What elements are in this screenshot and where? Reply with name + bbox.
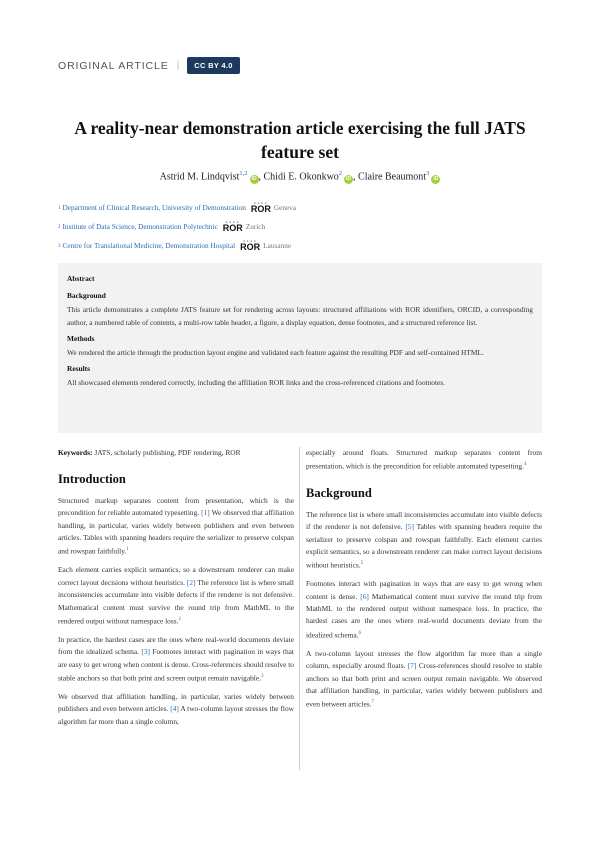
header-separator: |: [176, 60, 180, 71]
paragraph: especially around floats. Structured markup separates content from presentation, which is the precondition for reliable automated typesetting.$^4$: [306, 448, 542, 471]
orcid-icon[interactable]: iD: [346, 176, 352, 183]
article-title: A reality-near demonstration article exercising the full JATS feature set: [74, 118, 526, 162]
affiliation-link[interactable]: Centre for Translational Medicine, Demonstration Hospital: [62, 241, 236, 250]
paragraph: The reference list is where small inconsistencies accumulate into visible defects if the renderer is not defensive. [5] Tables with spanning headers require the serializer to preserve colspan and rowspan faithfully. Each element carries explicit semantics, so a downstream renderer can make correct layout decisions without heuristics.$^5$: [306, 509, 543, 570]
affiliation-city: Zurich: [245, 222, 266, 231]
paragraph: Footnotes interact with pagination in ways that are easy to get wrong when content is dense. [6] Mathematical content must survive the round trip from MathML to the rendered output without namespace loss. In practice, the hardest cases are the ones where real-world documents deviate from the idealized schema.$^6$: [306, 579, 542, 640]
footnote-ref[interactable]: 3: [260, 674, 264, 680]
footnote-ref[interactable]: 7: [371, 700, 374, 706]
abstract-background-heading: Background: [67, 291, 106, 300]
citation-link[interactable]: [4]: [170, 704, 179, 714]
article-header-bar: [58, 57, 240, 74]
author-name[interactable]: Astrid M. Lindqvist: [159, 171, 240, 183]
citation-link[interactable]: [2]: [186, 577, 196, 587]
author-list: [58, 170, 542, 184]
right-column: [306, 447, 542, 717]
paragraph: A two-column layout stresses the flow algorithm far more than a single column, especially around floats. [7] Cross-references should resolve to stable anchors so that both print and screen output remain navigable. We observed that affiliation handling, in particular, varies widely between publishers and even between articles.$^7$: [306, 648, 542, 709]
section-heading-introduction: Introduction: [58, 472, 126, 487]
keywords-label: Keywords:: [58, 448, 93, 457]
keywords: [58, 447, 294, 459]
author-affil-ref[interactable]: 2: [338, 170, 343, 177]
citation-link[interactable]: [1]: [201, 508, 210, 518]
abstract-methods-heading: Methods: [67, 334, 95, 343]
paragraph: We observed that affiliation handling, in particular, varies widely between publishers and even between articles. [4] A two-column layout stresses the flow algorithm far more than a single column,: [58, 691, 294, 726]
abstract-background-text: This article demonstrates a complete JATS feature set for rendering across layouts: structured affiliations with ROR identifiers, ORCID, a corresponding author, a numbered table of contents, a multi-row table header, a figure, a display equation, dense footnotes, and a structured reference list.: [67, 305, 533, 327]
ror-icon[interactable]: ●●●● ROR: [240, 238, 261, 252]
abstract-methods-text: We rendered the article through the production layout engine and validated each feature against the resulting PDF and self-contained HTML.: [67, 348, 484, 357]
author-affil-ref[interactable]: 1,2: [239, 170, 248, 177]
abstract-results-text: All showcased elements rendered correctly, including the affiliation ROR links and the cross-referenced citations and footnotes.: [67, 378, 446, 387]
author-separator: ,: [258, 171, 262, 183]
left-column: [58, 447, 294, 734]
footnote-ref[interactable]: 5: [360, 561, 364, 567]
citation-link[interactable]: [3]: [141, 647, 151, 657]
author-name[interactable]: Chidi E. Okonkwo: [263, 171, 339, 183]
affiliation-number: 2: [58, 225, 61, 230]
ror-icon[interactable]: ●●●● ROR: [250, 200, 271, 214]
footnote-ref[interactable]: 4: [523, 462, 527, 468]
affiliation-item: [58, 198, 296, 217]
column-divider: [299, 447, 300, 770]
affiliation-link[interactable]: Institute of Data Science, Demonstration Polytechnic: [62, 222, 218, 231]
ror-icon[interactable]: ●●●● ROR: [222, 219, 243, 233]
affiliation-number: 3: [58, 244, 61, 249]
author-name[interactable]: Claire Beaumont: [358, 171, 427, 183]
author-separator: ,: [353, 171, 356, 183]
abstract-box: [58, 263, 542, 433]
license-badge[interactable]: CC BY 4.0: [187, 57, 239, 74]
footnote-ref[interactable]: 2: [178, 616, 181, 622]
citation-link[interactable]: [7]: [407, 661, 417, 671]
affiliation-link[interactable]: Department of Clinical Research, University of Demonstration: [62, 203, 246, 212]
section-heading-background: Background: [306, 486, 372, 501]
paragraph: In practice, the hardest cases are the ones where real-world documents deviate from the idealized schema. [3] Footnotes interact with pagination in ways that are easy to get wrong when content is dense. Cross-references should resolve to stable anchors so that both print and screen output remain navigable.$^3$: [58, 634, 294, 683]
article-type-label: ORIGINAL ARTICLE: [58, 59, 169, 72]
affiliation-city: Lausanne: [263, 241, 292, 250]
abstract-results-heading: Results: [67, 364, 90, 373]
affiliation-city: Geneva: [273, 203, 297, 212]
footnote-ref[interactable]: 1: [126, 547, 129, 553]
paragraph: Structured markup separates content from presentation, which is the precondition for reliable automated typesetting. [1] We observed that affiliation handling, in particular, varies widely between publishers and even between articles. Tables with spanning headers require the serializer to preserve colspan and rowspan faithfully.$^1$: [58, 495, 294, 556]
citation-link[interactable]: [5]: [405, 522, 414, 532]
orcid-icon[interactable]: iD: [433, 176, 439, 183]
keywords-text: JATS, scholarly publishing, PDF rendering, ROR: [94, 448, 241, 457]
orcid-icon[interactable]: iD: [251, 176, 257, 183]
paragraph: Each element carries explicit semantics, so a downstream renderer can make correct layout decisions without heuristics. [2] The reference list is where small inconsistencies accumulate into visible defects if the renderer is not defensive. Mathematical content must survive the round trip from MathML to the rendered output without namespace loss.$^2$: [58, 565, 294, 626]
author-affil-ref[interactable]: 3: [426, 170, 430, 177]
affiliation-number: 1: [58, 206, 61, 211]
footnote-ref[interactable]: 6: [358, 630, 362, 636]
affiliation-list: [58, 198, 296, 255]
affiliation-item: [58, 236, 296, 255]
citation-link[interactable]: [6]: [360, 591, 369, 601]
affiliation-item: [58, 217, 296, 236]
abstract-heading: Abstract: [67, 274, 95, 283]
